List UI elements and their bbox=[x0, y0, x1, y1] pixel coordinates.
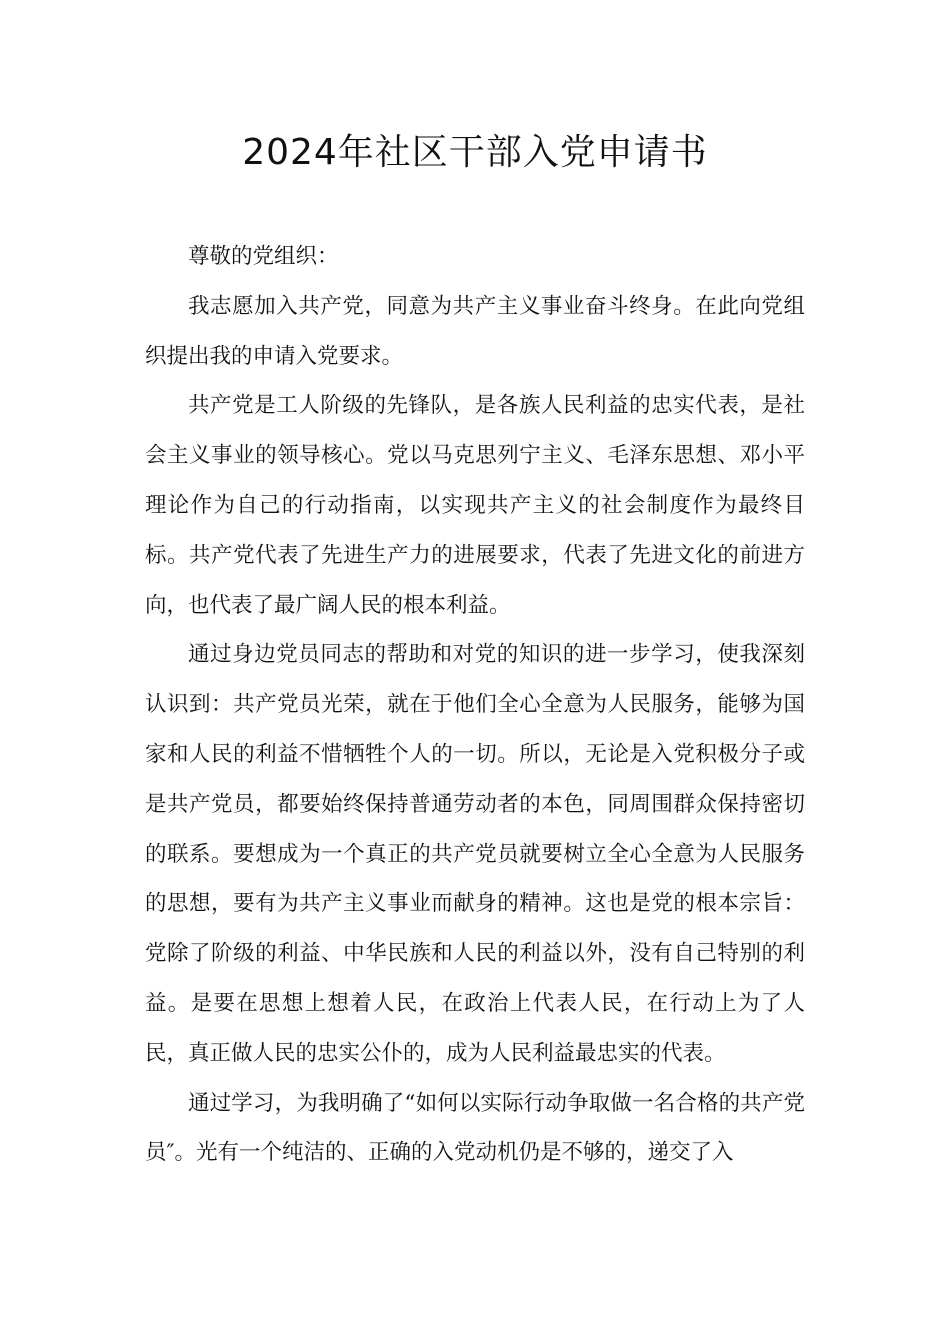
document-title: 2024年社区干部入党申请书 bbox=[242, 132, 708, 173]
salutation: 尊敬的党组织： bbox=[188, 244, 339, 269]
paragraph: 通过身边党员同志的帮助和对党的知识的进一步学习，使我深刻认识到：共产党员光荣，就在于他们全心全意为人民服务，能够为国家和人民的利益不惜牺牲个人的一切。所以，无论是入党积极分子或是共产党员，都要始终保持普通劳动者的本色，同周围群众保持密切的联系。要想成为一个真正的共产党员就要树立全心全意为人民服务的思想，要有为共产主义事业而献身的精神。这也是党的根本宗旨：党除了阶级的利益、中华民族和人民的利益以外，没有自己特别的利益。是要在思想上想着人民，在政治上代表人民，在行动上为了人民，真正做人民的忠实公仆的，成为人民利益最忠实的代表。 bbox=[145, 642, 805, 1066]
paragraph: 通过学习，为我明确了“如何以实际行动争取做一名合格的共产党员″。光有一个纯洁的、正确的入党动机仍是不够的，递交了入 bbox=[145, 1090, 805, 1166]
paragraph: 共产党是工人阶级的先锋队，是各族人民利益的忠实代表，是社会主义事业的领导核心。党以马克思列宁主义、毛泽东思想、邓小平理论作为自己的行动指南，以实现共产主义的社会制度作为最终目标。共产党代表了先进生产力的进展要求，代表了先进文化的前进方向，也代表了最广阔人民的根本利益。 bbox=[145, 393, 805, 618]
document-body bbox=[145, 232, 805, 1178]
paragraph: 我志愿加入共产党，同意为共产主义事业奋斗终身。在此向党组织提出我的申请入党要求。 bbox=[145, 293, 805, 369]
